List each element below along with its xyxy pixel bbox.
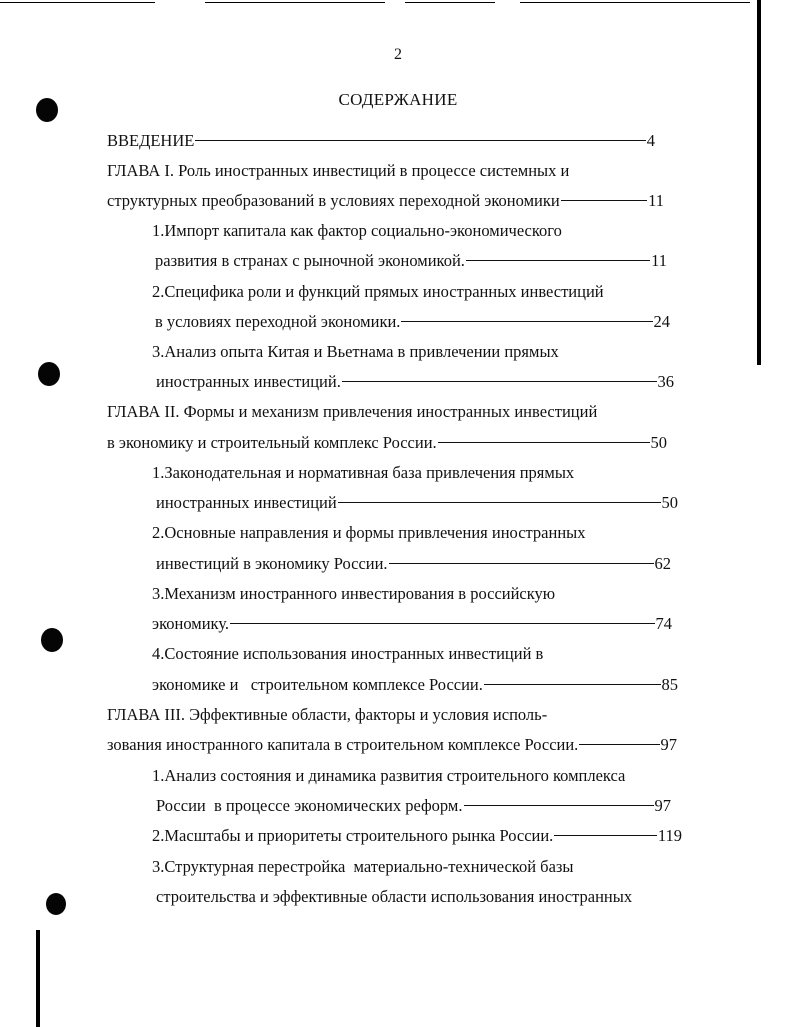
toc-section-2-2-line-2	[156, 552, 671, 576]
toc-page-number: 97	[654, 796, 671, 815]
toc-page-number: 24	[653, 312, 670, 331]
toc-page-number: 74	[655, 614, 672, 633]
toc-chapter-2-line-1	[107, 400, 597, 424]
toc-section-title: 3.Механизм иностранного инвестирования в российскую	[152, 584, 556, 603]
toc-section-title-cont: России в процессе экономических реформ.	[156, 796, 463, 815]
toc-section-title: 2.Масштабы и приоритеты строительного рынка России.	[152, 826, 554, 845]
dot-leader	[464, 805, 654, 806]
page-number: 2	[394, 46, 402, 63]
toc-chapter-1-title: ГЛАВА I. Роль иностранных инвестиций в процессе системных и	[107, 161, 570, 180]
toc-chapter-3-line-1	[107, 703, 547, 727]
toc-section-1-2-line-2	[155, 310, 670, 334]
scan-top-edge-line-2	[205, 2, 385, 3]
toc-chapter-3-title-cont: зования иностранного капитала в строительном комплексе России.	[107, 735, 579, 754]
toc-page-number: 4	[646, 131, 655, 150]
toc-section-3-1-line-2	[156, 794, 671, 818]
toc-section-title-cont: строительства и эффективные области использования иностранных	[156, 887, 633, 906]
page-title: СОДЕРЖАНИЕ	[338, 90, 458, 109]
toc-section-2-4-line-2	[152, 673, 678, 697]
punch-hole-2	[38, 362, 60, 386]
toc-page-number: 50	[650, 433, 667, 452]
toc-section-3-3-line-1	[152, 855, 574, 879]
toc-section-title-cont: иностранных инвестиций	[156, 493, 337, 512]
dot-leader	[466, 260, 650, 261]
toc-entry-text: ВВЕДЕНИЕ	[107, 131, 195, 150]
toc-section-1-2-line-1	[152, 280, 604, 304]
dot-leader	[230, 623, 654, 624]
toc-section-title: 1.Импорт капитала как фактор социально-экономического	[152, 221, 562, 240]
toc-page-number: 50	[661, 493, 678, 512]
toc-section-1-3-line-1	[152, 340, 559, 364]
dot-leader	[579, 744, 659, 745]
toc-section-title: 3.Структурная перестройка материально-технической базы	[152, 857, 574, 876]
toc-section-2-1-line-2	[156, 491, 678, 515]
toc-section-title: 2.Специфика роли и функций прямых иностранных инвестиций	[152, 282, 604, 301]
toc-entry-intro	[107, 129, 655, 153]
dot-leader	[342, 381, 657, 382]
dot-leader	[484, 684, 661, 685]
toc-section-2-3-line-2	[152, 612, 672, 636]
toc-section-1-1-line-1	[152, 219, 562, 243]
toc-section-3-3-line-2	[156, 885, 632, 909]
toc-section-title-cont: иностранных инвестиций.	[156, 372, 341, 391]
toc-page-number: 97	[660, 735, 677, 754]
scan-left-edge-bar	[36, 930, 40, 1027]
toc-chapter-2-line-2	[107, 431, 667, 455]
dot-leader	[389, 563, 654, 564]
scan-top-edge-line-3	[405, 2, 495, 3]
toc-section-title: 1.Законодательная и нормативная база привлечения прямых	[152, 463, 575, 482]
toc-chapter-3-line-2	[107, 733, 677, 757]
toc-page-number: 119	[657, 826, 682, 845]
toc-section-title: 1.Анализ состояния и динамика развития строительного комплекса	[152, 766, 626, 785]
toc-section-title-cont: развития в странах с рыночной экономикой.	[155, 251, 465, 270]
toc-section-title-cont: в условиях переходной экономики.	[155, 312, 401, 331]
toc-chapter-1-title-cont: структурных преобразований в условиях переходной экономики	[107, 191, 560, 210]
toc-section-title: 2.Основные направления и формы привлечения иностранных	[152, 523, 586, 542]
toc-chapter-1-line-1	[107, 159, 569, 183]
toc-chapter-1-line-2	[107, 189, 664, 213]
toc-page-number: 62	[654, 554, 671, 573]
toc-page-number: 85	[661, 675, 678, 694]
toc-chapter-2-title-cont: в экономику и строительный комплекс России.	[107, 433, 437, 452]
dot-leader	[338, 502, 661, 503]
toc-section-title-cont: инвестиций в экономику России.	[156, 554, 388, 573]
toc-chapter-3-title: ГЛАВА III. Эффективные области, факторы и условия исполь-	[107, 705, 548, 724]
toc-section-2-1-line-1	[152, 461, 574, 485]
toc-page-number: 36	[657, 372, 674, 391]
toc-section-2-2-line-1	[152, 521, 586, 545]
toc-section-title-cont: экономике и строительном комплексе России.	[152, 675, 483, 694]
toc-section-3-1-line-1	[152, 764, 625, 788]
toc-section-1-3-line-2	[156, 370, 674, 394]
toc-section-2-4-line-1	[152, 642, 543, 666]
toc-section-title-cont: экономику.	[152, 614, 230, 633]
toc-page-number: 11	[651, 251, 667, 270]
toc-section-title: 4.Состояние использования иностранных инвестиций в	[152, 644, 544, 663]
dot-leader	[401, 321, 652, 322]
scan-top-edge-line	[0, 2, 155, 3]
punch-hole-3	[41, 628, 63, 652]
dot-leader	[195, 140, 645, 141]
dot-leader	[561, 200, 647, 201]
toc-section-1-1-line-2	[155, 249, 667, 273]
dot-leader	[438, 442, 650, 443]
toc-chapter-2-title: ГЛАВА II. Формы и механизм привлечения иностранных инвестиций	[107, 402, 598, 421]
toc-page-number: 11	[648, 191, 664, 210]
toc-section-3-2-line-1	[152, 824, 682, 848]
toc-section-2-3-line-1	[152, 582, 555, 606]
scan-top-edge-line-4	[520, 2, 750, 3]
punch-hole-4	[46, 893, 66, 915]
toc-section-title: 3.Анализ опыта Китая и Вьетнама в привлечении прямых	[152, 342, 559, 361]
dot-leader	[554, 835, 657, 836]
